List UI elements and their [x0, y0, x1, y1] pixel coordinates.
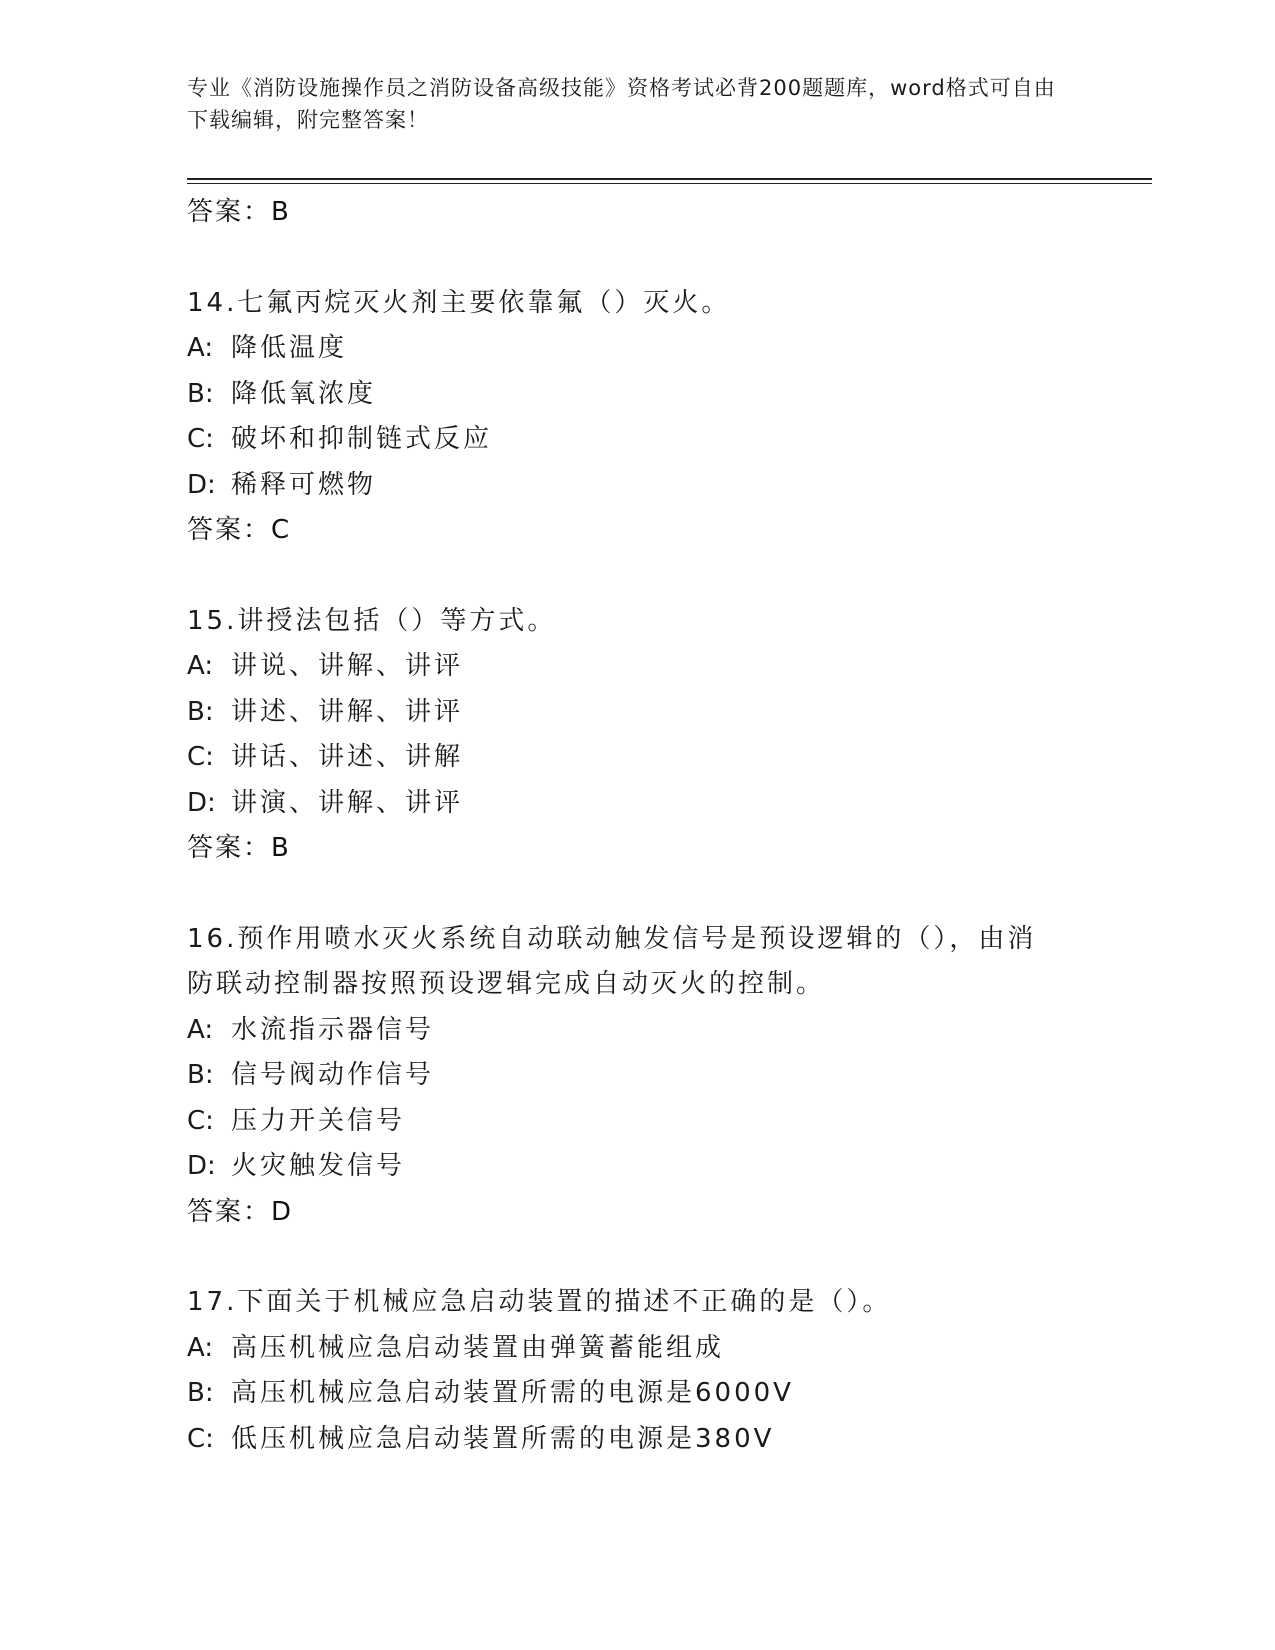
option-text: 压力开关信号 — [231, 1105, 406, 1136]
option-text: 降低温度 — [231, 333, 348, 363]
option-a — [187, 1326, 1087, 1372]
answer-line: 答案：D — [187, 1196, 294, 1227]
question-list — [187, 190, 1087, 1462]
option-b — [187, 1371, 1087, 1417]
option-c — [187, 1417, 1087, 1463]
question-stem: 16.预作用喷水灭火系统自动联动触发信号是预设逻辑的（），由消防联动控制器按照预设逻辑完成自动灭火的控制。 — [187, 923, 1037, 999]
spacer — [187, 554, 1087, 599]
question-stem: 14.七氟丙烷灭火剂主要依靠氟（）灭火。 — [187, 287, 731, 318]
option-text: 讲演、讲解、讲评 — [231, 787, 464, 818]
question-block — [187, 281, 1087, 554]
option-label: C: — [187, 1105, 214, 1136]
option-b — [187, 1053, 1087, 1099]
option-text: 降低氧浓度 — [231, 378, 377, 409]
option-text: 讲话、讲述、讲解 — [231, 742, 464, 772]
option-text: 讲说、讲解、讲评 — [231, 651, 464, 681]
option-text: 信号阀动作信号 — [231, 1060, 435, 1090]
option-a — [187, 326, 1087, 372]
option-label: C: — [187, 1423, 214, 1454]
option-label: A: — [187, 333, 214, 363]
option-label: D: — [187, 787, 216, 818]
option-label: B: — [187, 378, 214, 409]
option-label: C: — [187, 424, 214, 454]
option-label: A: — [187, 651, 214, 681]
option-label: B: — [187, 696, 214, 727]
option-label: D: — [187, 469, 216, 500]
spacer — [187, 1235, 1087, 1280]
option-c — [187, 735, 1087, 781]
answer-line: 答案：C — [187, 515, 292, 545]
spacer — [187, 236, 1087, 281]
option-label: D: — [187, 1151, 216, 1181]
option-text: 水流指示器信号 — [231, 1014, 435, 1045]
option-d — [187, 1144, 1087, 1190]
option-b — [187, 690, 1087, 736]
option-text: 破坏和抑制链式反应 — [231, 424, 493, 454]
option-label: C: — [187, 742, 214, 772]
option-label: B: — [187, 1060, 214, 1090]
option-text: 高压机械应急启动装置所需的电源是6000V — [231, 1378, 794, 1408]
question-stem: 15.讲授法包括（）等方式。 — [187, 605, 557, 636]
option-text: 高压机械应急启动装置由弹簧蓄能组成 — [231, 1332, 725, 1363]
option-label: A: — [187, 1332, 214, 1363]
question-block — [187, 599, 1087, 872]
option-c — [187, 417, 1087, 463]
option-a — [187, 644, 1087, 690]
spacer — [187, 872, 1087, 917]
option-text: 火灾触发信号 — [231, 1151, 406, 1181]
option-label: B: — [187, 1378, 214, 1408]
option-c — [187, 1099, 1087, 1145]
answer-line: 答案：B — [187, 833, 291, 863]
header-rule-thin — [187, 183, 1152, 184]
option-label: A: — [187, 1014, 214, 1045]
option-a — [187, 1008, 1087, 1054]
question-block — [187, 917, 1087, 1236]
option-text: 低压机械应急启动装置所需的电源是380V — [231, 1423, 775, 1454]
document-header: 专业《消防设施操作员之消防设备高级技能》资格考试必背200题题库，word格式可自由下载编辑，附完整答案！ — [187, 76, 1056, 132]
option-b — [187, 372, 1087, 418]
header-rule-thick — [187, 178, 1152, 180]
question-block — [187, 1280, 1087, 1462]
option-d — [187, 781, 1087, 827]
question-stem: 17.下面关于机械应急启动装置的描述不正确的是（）。 — [187, 1287, 892, 1317]
option-text: 讲述、讲解、讲评 — [231, 696, 464, 727]
answer-line: 答案：B — [187, 197, 291, 227]
option-d — [187, 463, 1087, 509]
option-text: 稀释可燃物 — [231, 469, 377, 500]
